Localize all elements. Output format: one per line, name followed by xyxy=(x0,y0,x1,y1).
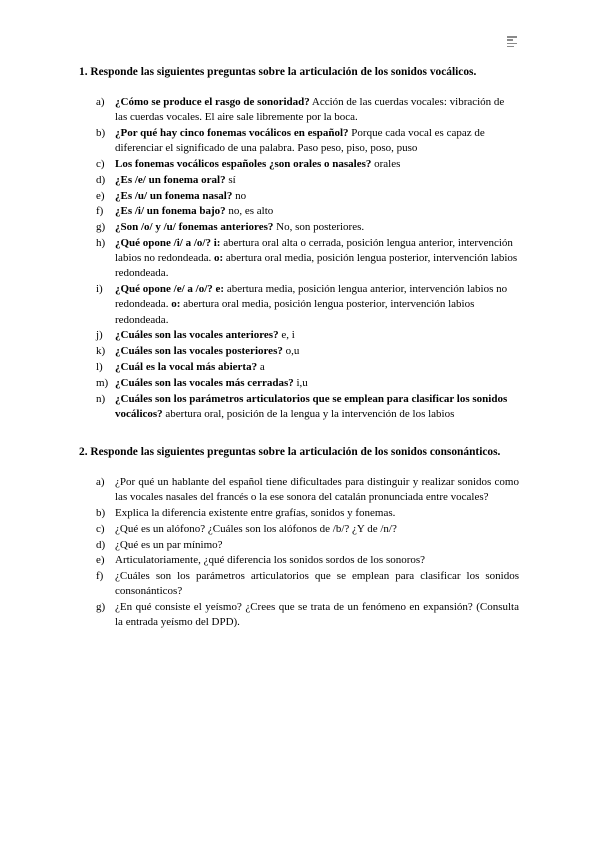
item-marker: e) xyxy=(96,189,105,202)
item-text xyxy=(115,344,519,359)
question-text: ¿Cuáles son las vocales posteriores? xyxy=(115,345,283,358)
question-text: o: xyxy=(171,298,181,311)
answer-text: Porque cada vocal es capaz de diferenciar el significado de una palabra. Paso peso, piso, poso, puso xyxy=(115,127,485,155)
question-item xyxy=(79,157,519,172)
item-text xyxy=(115,236,519,282)
answer-text: abertura oral media, posición lengua posterior, intervención labios redondeada. xyxy=(115,298,475,326)
item-marker: c) xyxy=(96,158,105,170)
question-item xyxy=(79,95,519,125)
answer-text: abertura media, posición lengua anterior, intervención labios no redondeada. xyxy=(115,283,508,311)
section-2-title: 2. Responde las siguientes preguntas sobre la articulación de los sonidos consonánticos. xyxy=(79,445,501,458)
item-marker: e) xyxy=(96,554,105,567)
question-text: o: xyxy=(213,252,224,265)
question-text: ¿Qué opone /e/ a /o/? e: xyxy=(115,283,225,296)
section-1-list xyxy=(79,95,519,422)
question-item xyxy=(79,392,519,422)
item-text xyxy=(115,189,519,204)
item-marker: g) xyxy=(96,221,106,234)
item-text xyxy=(115,282,519,328)
item-text xyxy=(115,95,519,125)
item-text xyxy=(115,220,519,235)
question-text: ¿Por qué hay cinco fonemas vocálicos en español? xyxy=(115,127,349,139)
question-item xyxy=(79,189,519,204)
answer-text: a xyxy=(257,360,265,373)
question-item xyxy=(79,236,519,282)
item-text xyxy=(115,392,519,422)
question-item xyxy=(79,475,519,505)
question-item xyxy=(79,376,519,391)
answer-text: orales xyxy=(371,158,401,170)
item-marker: i) xyxy=(96,283,103,296)
question-text: ¿Cuáles son los parámetros articulatorios que se emplean para clasificar los sonidos consonánticos? xyxy=(115,570,519,598)
document-content xyxy=(79,65,519,631)
section-1-title: 1. Responde las siguientes preguntas sobre la articulación de los sonidos vocálicos. xyxy=(79,66,477,78)
answer-text: no, es alto xyxy=(225,205,274,218)
question-text: Los fonemas vocálicos españoles ¿son orales o nasales? xyxy=(115,158,372,170)
item-marker: a) xyxy=(96,96,105,108)
section-2-list xyxy=(79,475,519,631)
item-marker: d) xyxy=(96,173,106,186)
question-text: ¿Por qué un hablante del español tiene dificultades para distinguir y realizar sonidos como las vocales nasales del francés o la ese sonora del catalán pronunciada entre vocales? xyxy=(115,475,519,504)
question-text: ¿Cuál es la vocal más abierta? xyxy=(115,360,258,373)
item-marker: n) xyxy=(96,392,106,405)
question-item xyxy=(79,600,519,630)
answer-text: no xyxy=(232,189,247,202)
question-text: ¿Es /i/ un fonema bajo? xyxy=(115,205,226,218)
question-item xyxy=(79,569,519,599)
question-item xyxy=(79,282,519,328)
answer-text: i,u xyxy=(293,376,308,389)
question-item xyxy=(79,506,519,521)
question-text: ¿Qué es un alófono? ¿Cuáles son los alófonos de /b/? ¿Y de /n/? xyxy=(115,522,397,535)
question-item xyxy=(79,553,519,568)
item-text xyxy=(115,204,519,219)
item-marker: b) xyxy=(96,127,106,139)
answer-text: Acción de las cuerdas vocales: vibración de las cuerdas vocales. El aire sale libremente por la boca. xyxy=(115,96,505,124)
answer-text: abertura oral, posición de la lengua y la intervención de los labios xyxy=(162,407,455,420)
question-text: ¿Cuáles son los parámetros articulatorios que se emplean para clasificar los sonidos vocálicos? xyxy=(115,392,508,420)
item-text xyxy=(115,157,519,172)
question-text: ¿Qué es un par mínimo? xyxy=(115,538,223,551)
item-text xyxy=(115,360,519,375)
answer-text: sí xyxy=(225,173,236,186)
question-text: ¿Qué opone /i/ a /o/? i: xyxy=(115,236,221,249)
question-item xyxy=(79,173,519,188)
question-item xyxy=(79,344,519,359)
item-marker: c) xyxy=(96,522,105,535)
question-text: Explica la diferencia existente entre grafías, sonidos y fonemas. xyxy=(115,506,396,519)
question-text: ¿Cómo se produce el rasgo de sonoridad? xyxy=(115,96,310,108)
item-text xyxy=(115,328,519,343)
item-marker: f) xyxy=(96,570,104,583)
question-item xyxy=(79,204,519,219)
item-text xyxy=(115,126,519,156)
document-corner-icon xyxy=(507,36,517,50)
question-text: ¿Es /e/ un fonema oral? xyxy=(115,173,226,186)
question-text: ¿Es /u/ un fonema nasal? xyxy=(115,189,233,202)
question-text: ¿Cuáles son las vocales anteriores? xyxy=(115,329,279,342)
item-marker: h) xyxy=(96,236,106,249)
item-marker: j) xyxy=(96,329,103,342)
item-marker: d) xyxy=(96,538,106,551)
item-text xyxy=(115,376,519,391)
item-marker: m) xyxy=(96,376,109,389)
question-item xyxy=(79,126,519,156)
question-item xyxy=(79,328,519,343)
item-marker: f) xyxy=(96,205,104,218)
question-item xyxy=(79,538,519,553)
item-text xyxy=(115,173,519,188)
answer-text: o,u xyxy=(282,345,300,358)
answer-text: abertura oral media, posición lengua posterior, intervención labios redondeada. xyxy=(115,252,518,280)
answer-text: No, son posteriores. xyxy=(273,221,365,234)
question-text: ¿Son /o/ y /u/ fonemas anteriores? xyxy=(115,221,274,234)
question-text: ¿Cuáles son las vocales más cerradas? xyxy=(115,376,294,389)
question-item xyxy=(79,360,519,375)
answer-text: e, i xyxy=(278,329,295,342)
question-item xyxy=(79,220,519,235)
item-marker: g) xyxy=(96,601,106,614)
item-marker: l) xyxy=(96,360,103,373)
question-text: Articulatoriamente, ¿qué diferencia los sonidos sordos de los sonoros? xyxy=(115,554,426,567)
item-marker: a) xyxy=(96,475,105,488)
item-marker: b) xyxy=(96,506,106,519)
question-item xyxy=(79,522,519,537)
question-text: ¿En qué consiste el yeísmo? ¿Crees que se trata de un fenómeno en expansión? (Consulta la entrada yeísmo del DPD). xyxy=(115,601,519,629)
answer-text: abertura oral alta o cerrada, posición lengua anterior, intervención labios no redondeada. xyxy=(115,236,513,265)
item-marker: k) xyxy=(96,345,106,358)
